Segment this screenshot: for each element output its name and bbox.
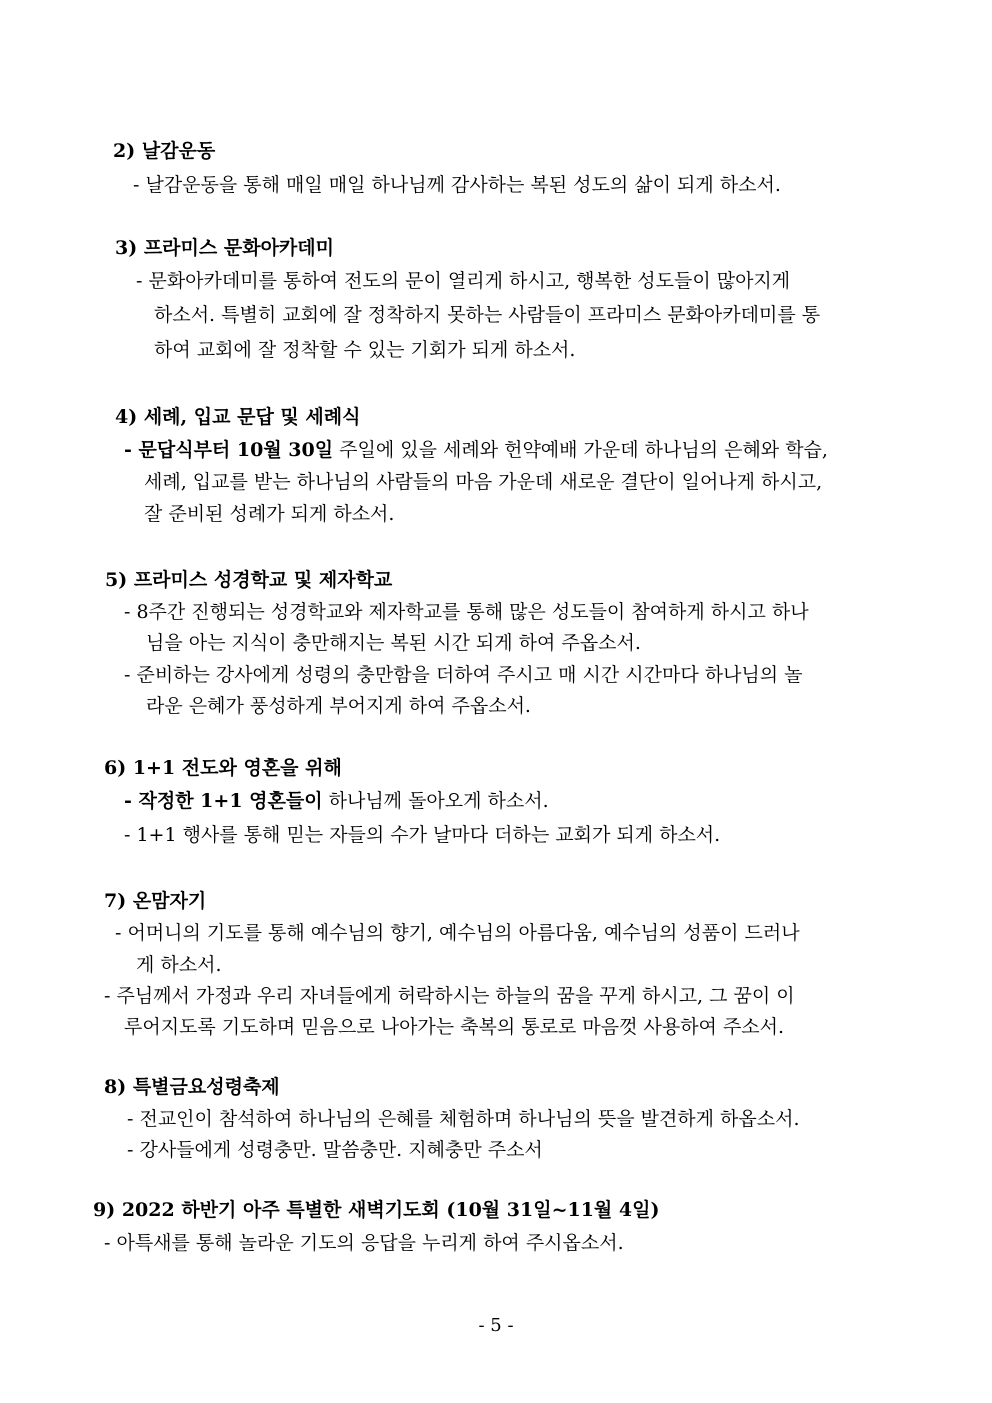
body-text: 하나님께 돌아오게 하소서. (322, 790, 549, 812)
body-line: 님을 아는 지식이 충만해지는 복된 시간 되게 하여 주옵소서. (146, 632, 641, 654)
body-line: - 준비하는 강사에게 성령의 충만함을 더하여 주시고 매 시간 시간마다 하나님의 놀 (124, 664, 803, 686)
section-heading: 6) 1+1 전도와 영혼을 위해 (104, 757, 342, 779)
page-number: - 5 - (478, 1315, 514, 1336)
body-text: 주일에 있을 세례와 헌약예배 가운데 하나님의 은혜와 학습, (333, 439, 828, 461)
body-line: - 어머니의 기도를 통해 예수님의 향기, 예수님의 아름다움, 예수님의 성품이 드러나 (115, 922, 800, 944)
body-line: - 전교인이 참석하여 하나님의 은혜를 체험하며 하나님의 뜻을 발견하게 하옵소서. (127, 1108, 800, 1130)
body-line: 하여 교회에 잘 정착할 수 있는 기회가 되게 하소서. (154, 339, 576, 361)
body-line: 게 하소서. (136, 954, 222, 976)
body-line: - 문화아카데미를 통하여 전도의 문이 열리게 하시고, 행복한 성도들이 많아지게 (136, 270, 791, 292)
body-line: - 8주간 진행되는 성경학교와 제자학교를 통해 많은 성도들이 참여하게 하시고 하나 (124, 601, 809, 623)
body-line: 라운 은혜가 풍성하게 부어지게 하여 주옵소서. (146, 695, 531, 717)
body-line: 하소서. 특별히 교회에 잘 정착하지 못하는 사람들이 프라미스 문화아카데미를 통 (154, 304, 821, 326)
body-line: - 주님께서 가정과 우리 자녀들에게 허락하시는 하늘의 꿈을 꾸게 하시고, 그 꿈이 이 (104, 985, 795, 1007)
section-heading: 3) 프라미스 문화아카데미 (115, 237, 334, 259)
body-line (124, 789, 549, 813)
body-line: 세례, 입교를 받는 하나님의 사람들의 마음 가운데 새로운 결단이 일어나게 하시고, (144, 471, 823, 493)
body-line: 잘 준비된 성례가 되게 하소서. (144, 503, 395, 525)
section-heading: 5) 프라미스 성경학교 및 제자학교 (105, 569, 393, 591)
body-line: - 날감운동을 통해 매일 매일 하나님께 감사하는 복된 성도의 삶이 되게 하소서. (133, 174, 781, 196)
section-heading: 9) 2022 하반기 아주 특별한 새벽기도회 (10월 31일~11월 4일) (93, 1199, 660, 1221)
emphasis-text: - 문답식부터 10월 30일 (124, 439, 334, 461)
body-line: 루어지도록 기도하며 믿음으로 나아가는 축복의 통로로 마음껏 사용하여 주소서. (124, 1016, 785, 1038)
body-line: - 강사들에게 성령충만. 말씀충만. 지혜충만 주소서 (127, 1139, 543, 1161)
body-line: - 1+1 행사를 통해 믿는 자들의 수가 날마다 더하는 교회가 되게 하소서. (124, 824, 721, 846)
emphasis-text: - 작정한 1+1 영혼들이 (124, 790, 323, 812)
section-heading: 8) 특별금요성령축제 (104, 1076, 280, 1098)
body-line: - 아특새를 통해 놀라운 기도의 응답을 누리게 하여 주시옵소서. (104, 1232, 624, 1254)
section-heading: 4) 세례, 입교 문답 및 세례식 (115, 406, 361, 428)
section-heading: 2) 날감운동 (113, 140, 216, 162)
body-line (124, 438, 828, 462)
section-heading: 7) 온맘자기 (104, 890, 207, 912)
